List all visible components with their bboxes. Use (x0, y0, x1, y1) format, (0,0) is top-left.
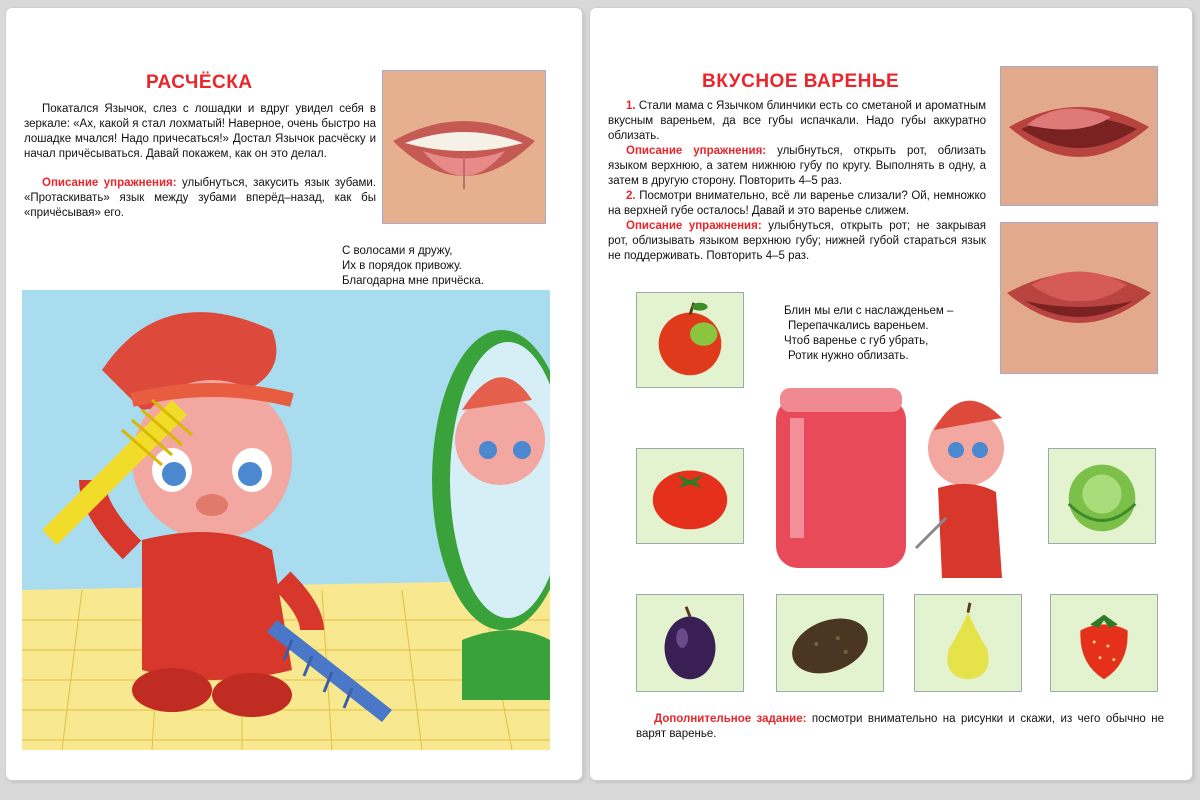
additional-task-label: Дополнительное задание: (654, 713, 807, 725)
poem-line: Перепачкались вареньем. (788, 320, 929, 332)
step-1-body: Стали мама с Язычком блинчики есть со сметаной и ароматным вкусным вареньем, да все губы испачкали. Надо губы аккуратно облизать. (608, 100, 986, 142)
tomato-card (636, 448, 744, 544)
strawberry-card (1050, 594, 1158, 692)
story-text: Покатался Язычок, слез с лошадки и вдруг увидел себя в зеркале: «Ах, какой я стал лохматый! Наверное, очень быстро на лошадке мчался! Надо причесаться!» Достал Язычок расчёску и начал причёсываться. Давай покажем, как он это делал. (24, 103, 376, 160)
poem (784, 304, 953, 364)
exercise-1-description (608, 144, 986, 189)
exercise-1-label: Описание упражнения: (626, 145, 767, 157)
lip-licking-photo-1 (1000, 66, 1158, 206)
jam-jar-illustration (766, 378, 1026, 598)
poem-line: Ротик нужно облизать. (788, 350, 909, 362)
instructions-block (608, 99, 986, 264)
page-title: РАСЧЁСКА (146, 72, 253, 93)
exercise-2-label: Описание упражнения: (626, 220, 762, 232)
additional-task (636, 712, 1164, 742)
plum-card (636, 594, 744, 692)
poem-line: С волосами я дружу, (342, 245, 453, 257)
lip-licking-photo-2 (1000, 222, 1158, 374)
additional-task-body: посмотри внимательно на рисунки и скажи, из чего обычно не варят варенье. (636, 713, 1164, 740)
poem-line: Их в порядок привожу. (342, 260, 462, 272)
left-page (6, 8, 582, 780)
exercise-2-description (608, 219, 986, 264)
page-title: ВКУСНОЕ ВАРЕНЬЕ (702, 71, 900, 92)
exercise-2-body: улыбнуться, открыть рот; не закрывая рот, облизывать языком верхнюю губу; нижней губой стараться язык не поддерживать. Повторить 4–5 раз. (608, 220, 987, 262)
step-1-text (608, 99, 986, 144)
step-2-body: Посмотри внимательно, всё ли варенье слизали? Ой, немножко на верхней губе осталось! Давай и это варенье слижем. (608, 190, 986, 217)
poem-line: Благодарна мне причёска. (342, 275, 484, 287)
step-1-number: 1. (626, 100, 636, 112)
exercise-description (24, 176, 376, 221)
exercise-text: улыбнуться, закусить язык зубами. «Протаскивать» язык между зубами вперёд–назад, как бы «причёсывая» его. (24, 177, 376, 219)
right-page (590, 8, 1192, 780)
potato-card (776, 594, 884, 692)
exercise-label: Описание упражнения: (42, 177, 177, 189)
pear-card (914, 594, 1022, 692)
mouth-photo (382, 70, 546, 224)
exercise-1-body: улыбнуться, открыть рот, облизать языком верхнюю, а затем нижнюю губу по кругу. Выполнять в одну, а затем в другую сторону. Повторить 4–5 раз. (608, 145, 987, 187)
poem-line: Блин мы ели с наслажденьем – (784, 305, 954, 317)
poem-line: Чтоб варенье с губ убрать, (784, 335, 929, 347)
cabbage-card (1048, 448, 1156, 544)
step-2-number: 2. (626, 190, 636, 202)
boy-with-comb-illustration (22, 290, 550, 750)
step-2-text (608, 189, 986, 219)
apple-card (636, 292, 744, 388)
